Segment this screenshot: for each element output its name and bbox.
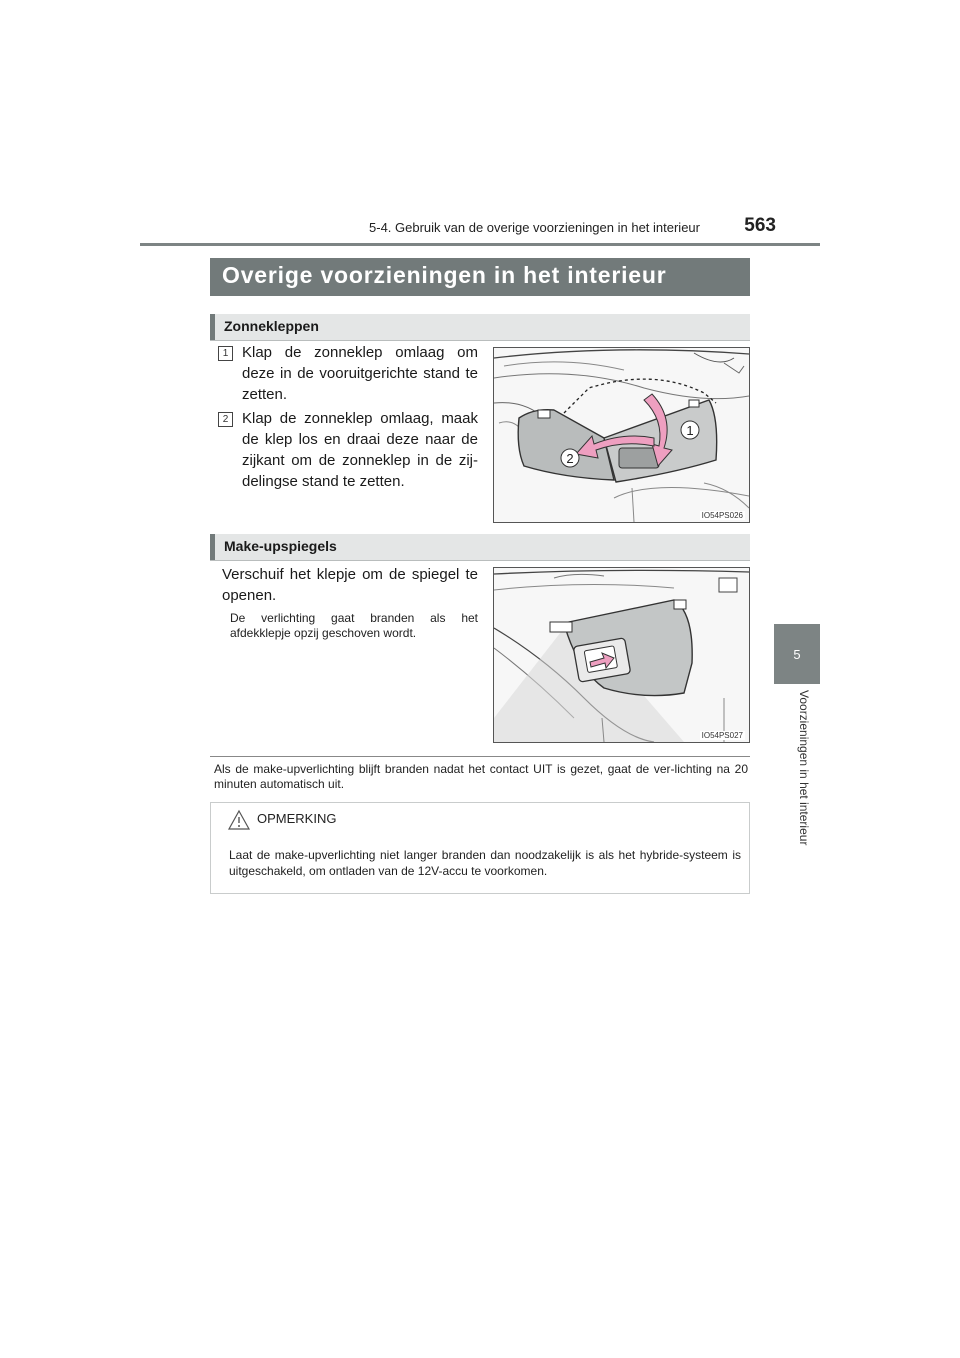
vanity-mirror-drawing — [494, 568, 749, 742]
subheading-mirrors-text: Make-upspiegels — [224, 538, 337, 554]
chapter-side-label-wrap — [774, 690, 820, 870]
callout-1-label: 1 — [686, 423, 694, 438]
page-number: 563 — [744, 215, 776, 236]
figure-code-sun-visor: IO54PS026 — [701, 511, 743, 520]
subheading-mirrors — [210, 534, 750, 561]
chapter-side-label: Voorzieningen in het interieur — [797, 690, 811, 846]
vanity-mirror-illustration — [493, 567, 750, 743]
subheading-sun-visors — [210, 314, 750, 341]
opmerking-heading: OPMERKING — [257, 811, 337, 826]
running-header-section: 5-4. Gebruik van de overige voorzieningen in het interieur — [369, 220, 700, 235]
sun-visor-illustration — [493, 347, 750, 523]
subheading-accent — [210, 314, 215, 340]
callout-2-label: 2 — [566, 451, 574, 466]
mirror-instruction: Verschuif het klepje om de spiegel te openen. — [222, 566, 478, 604]
figure-code-mirror: IO54PS027 — [701, 731, 743, 740]
section-title-bar — [210, 258, 750, 296]
step-number-2: 2 — [218, 412, 233, 427]
mirror-light-note: De verlichting gaat branden als het afdekklepje opzij geschoven wordt. — [230, 611, 478, 640]
subheading-accent — [210, 534, 215, 560]
header-rule — [140, 243, 820, 246]
auto-off-note: Als de make-upverlichting blijft branden nadat het contact UIT is gezet, gaat de ver-lichting na 20 minuten automatisch uit. — [214, 762, 748, 791]
opmerking-box — [210, 802, 750, 894]
step-text-2: Klap de zonneklep omlaag, maak de klep los en draai deze naar de zijkant om de zonneklep in de zij-delingse stand te zetten. — [242, 410, 478, 490]
warning-triangle-icon — [227, 809, 251, 831]
sun-visor-drawing — [494, 348, 749, 522]
step-text-1: Klap de zonneklep omlaag om deze in de vooruitgerichte stand te zetten. — [242, 344, 478, 403]
chapter-tab: 5 — [774, 624, 820, 684]
note-divider — [210, 756, 750, 757]
opmerking-text: Laat de make-upverlichting niet langer branden dan noodzakelijk is als het hybride-systeem is uitgeschakeld, om ontladen van de 12V-accu te voorkomen. — [229, 848, 741, 878]
subheading-sun-visors-text: Zonnekleppen — [224, 318, 319, 334]
section-title: Overige voorzieningen in het interieur — [222, 262, 667, 288]
step-number-1: 1 — [218, 346, 233, 361]
